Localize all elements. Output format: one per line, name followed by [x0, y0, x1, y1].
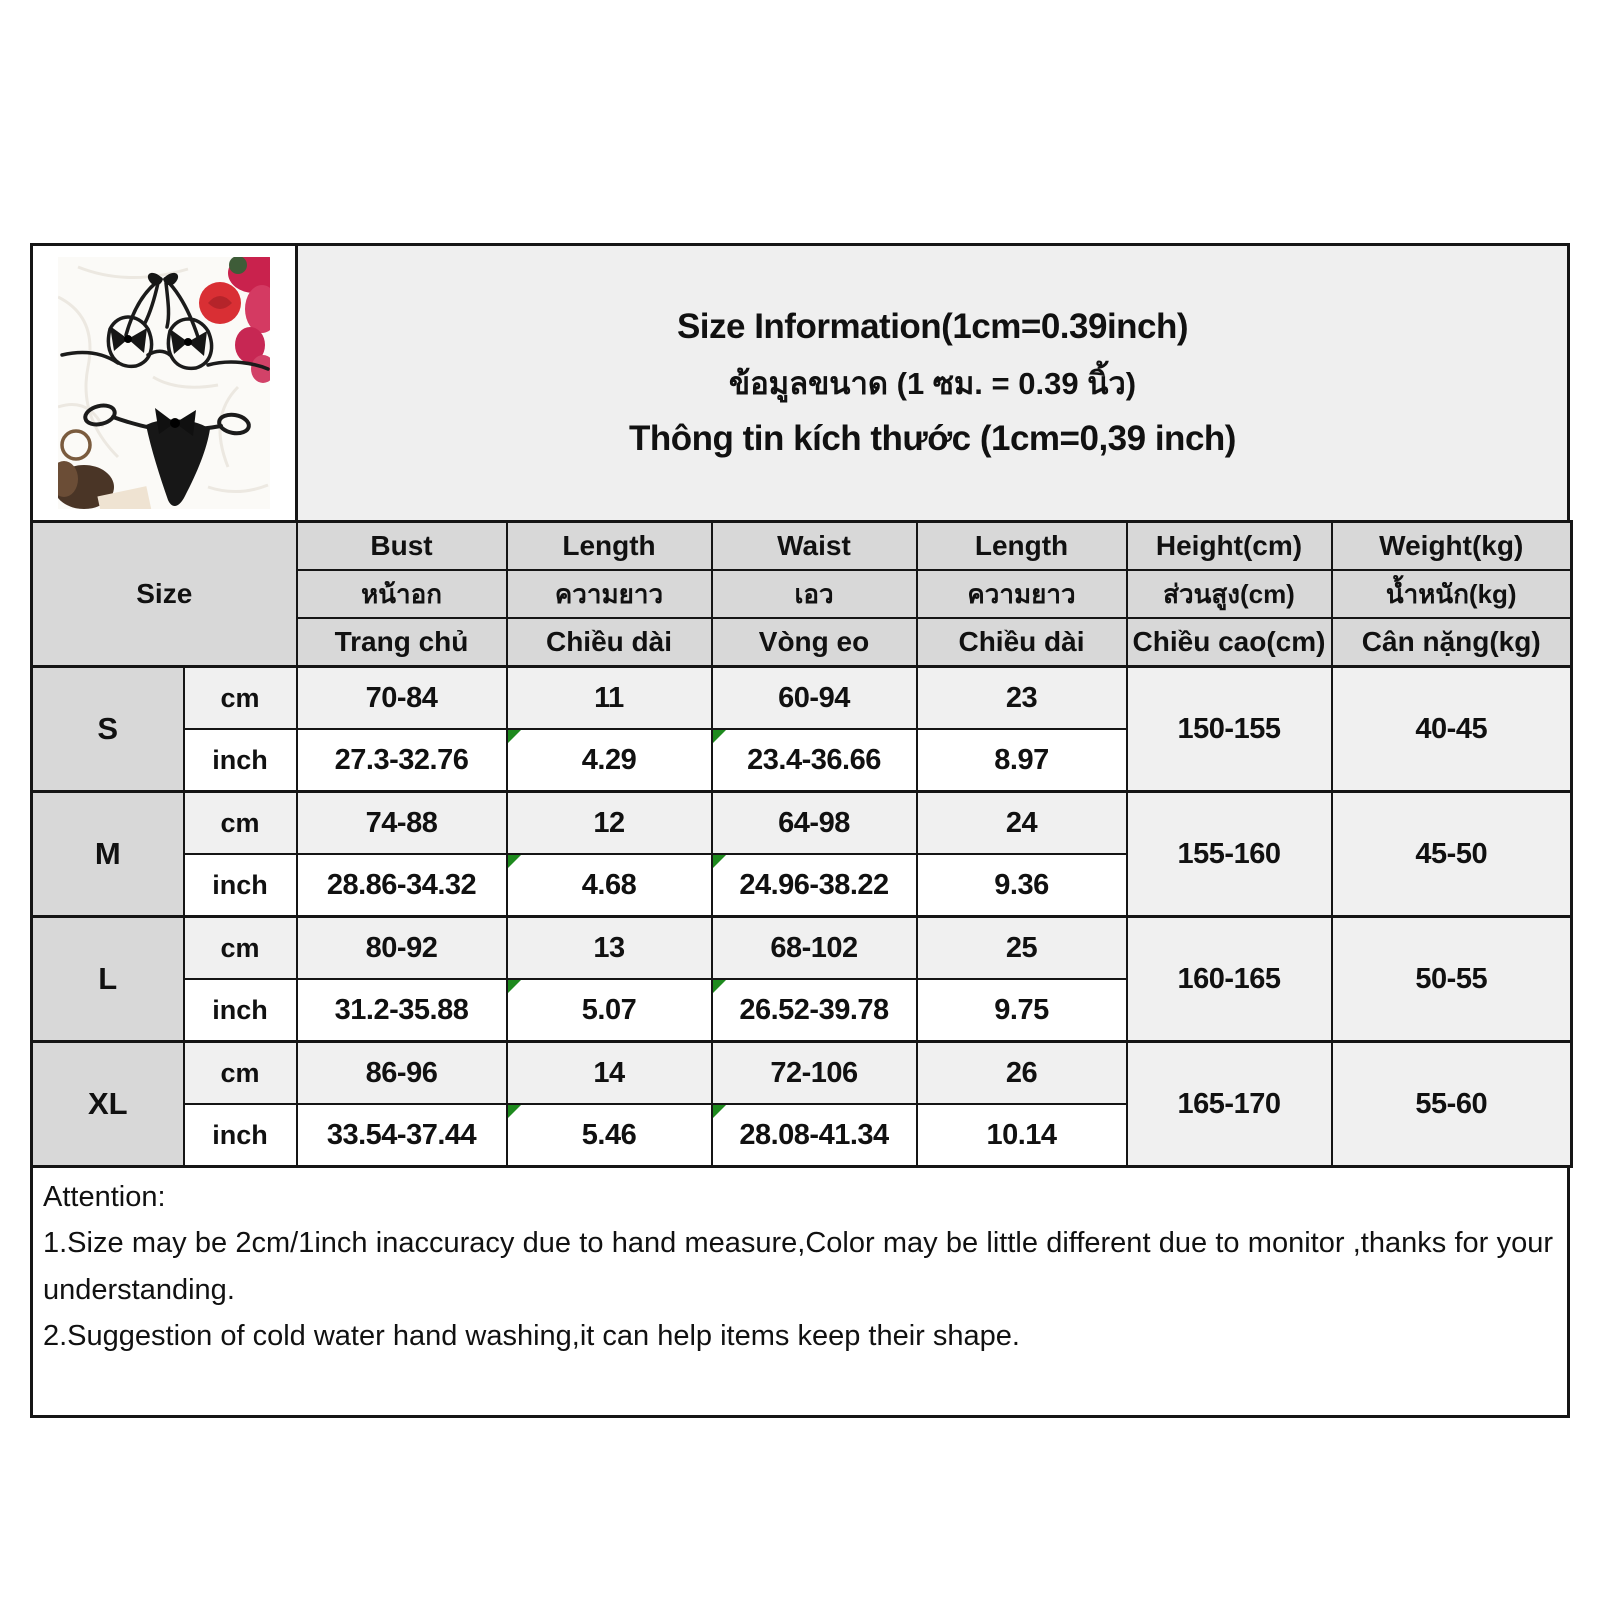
col-header-length-th: ความยาว [507, 570, 712, 618]
product-photo-cell [33, 246, 298, 520]
l-cm-bust-value: 80-92 [297, 917, 507, 980]
unit-label-inch: inch [184, 1104, 297, 1167]
s-height-value: 150-155 [1127, 667, 1332, 792]
xl-cm-bust-value: 86-96 [297, 1042, 507, 1105]
m-inch-length2-value: 9.36 [917, 854, 1127, 917]
s-cm-bust-value: 70-84 [297, 667, 507, 730]
header-row-english [32, 522, 1572, 571]
xl-inch-length-value: 5.46 [507, 1104, 712, 1167]
s-inch-length2-value: 8.97 [917, 729, 1127, 792]
xl-inch-bust-value: 33.54-37.44 [297, 1104, 507, 1167]
col-header-length2-th: ความยาว [917, 570, 1127, 618]
unit-label-cm: cm [184, 667, 297, 730]
attention-note-1: 1.Size may be 2cm/1inch inaccuracy due to hand measure,Color may be little different due to monitor ,thanks for your understanding. [43, 1227, 1553, 1306]
size-info-title-th: ข้อมูลขนาด (1 ซม. = 0.39 นิ้ว) [728, 366, 1137, 401]
row-xl-cm [32, 1042, 1572, 1105]
unit-label-inch: inch [184, 729, 297, 792]
l-inch-bust-value: 31.2-35.88 [297, 979, 507, 1042]
col-header-bust-en: Bust [297, 522, 507, 571]
xl-cm-length-value: 14 [507, 1042, 712, 1105]
header-panel [30, 243, 1570, 520]
col-header-length2-vi: Chiều dài [917, 618, 1127, 667]
col-header-weight-en: Weight(kg) [1332, 522, 1572, 571]
attention-note-2: 2.Suggestion of cold water hand washing,it can help items keep their shape. [43, 1320, 1020, 1353]
size-label-xl: XL [32, 1042, 184, 1167]
size-info-title-vi: Thông tin kích thước (1cm=0,39 inch) [629, 419, 1236, 458]
l-cm-length2-value: 25 [917, 917, 1127, 980]
m-cm-length-value: 12 [507, 792, 712, 855]
l-height-value: 160-165 [1127, 917, 1332, 1042]
l-cm-length-value: 13 [507, 917, 712, 980]
row-l-cm [32, 917, 1572, 980]
l-weight-value: 50-55 [1332, 917, 1572, 1042]
xl-inch-waist-value: 28.08-41.34 [712, 1104, 917, 1167]
xl-height-value: 165-170 [1127, 1042, 1332, 1167]
col-header-waist-vi: Vòng eo [712, 618, 917, 667]
col-header-length2-en: Length [917, 522, 1127, 571]
l-inch-length-value: 5.07 [507, 979, 712, 1042]
s-inch-bust-value: 27.3-32.76 [297, 729, 507, 792]
col-header-height-th: ส่วนสูง(cm) [1127, 570, 1332, 618]
size-info-title-en: Size Information(1cm=0.39inch) [676, 307, 1189, 346]
size-corner-header: Size [32, 522, 297, 667]
s-cm-waist-value: 60-94 [712, 667, 917, 730]
col-header-length-vi: Chiều dài [507, 618, 712, 667]
size-table [30, 520, 1573, 1168]
col-header-weight-th: น้ำหนัก(kg) [1332, 570, 1572, 618]
size-label-l: L [32, 917, 184, 1042]
attention-title: Attention: [43, 1181, 166, 1213]
unit-label-inch: inch [184, 854, 297, 917]
unit-label-cm: cm [184, 792, 297, 855]
product-photo-image [58, 257, 270, 509]
unit-label-inch: inch [184, 979, 297, 1042]
col-header-waist-en: Waist [712, 522, 917, 571]
size-chart-sheet [30, 243, 1570, 1418]
xl-cm-length2-value: 26 [917, 1042, 1127, 1105]
m-height-value: 155-160 [1127, 792, 1332, 917]
col-header-weight-vi: Cân nặng(kg) [1332, 618, 1572, 667]
xl-inch-length2-value: 10.14 [917, 1104, 1127, 1167]
m-cm-bust-value: 74-88 [297, 792, 507, 855]
l-inch-length2-value: 9.75 [917, 979, 1127, 1042]
s-inch-length-value: 4.29 [507, 729, 712, 792]
m-weight-value: 45-50 [1332, 792, 1572, 917]
col-header-waist-th: เอว [712, 570, 917, 618]
unit-label-cm: cm [184, 1042, 297, 1105]
s-cm-length2-value: 23 [917, 667, 1127, 730]
col-header-length-en: Length [507, 522, 712, 571]
s-weight-value: 40-45 [1332, 667, 1572, 792]
unit-label-cm: cm [184, 917, 297, 980]
s-inch-waist-value: 23.4-36.66 [712, 729, 917, 792]
l-cm-waist-value: 68-102 [712, 917, 917, 980]
m-cm-waist-value: 64-98 [712, 792, 917, 855]
m-inch-length-value: 4.68 [507, 854, 712, 917]
s-cm-length-value: 11 [507, 667, 712, 730]
m-cm-length2-value: 24 [917, 792, 1127, 855]
col-header-height-vi: Chiều cao(cm) [1127, 618, 1332, 667]
m-inch-waist-value: 24.96-38.22 [712, 854, 917, 917]
m-inch-bust-value: 28.86-34.32 [297, 854, 507, 917]
col-header-bust-th: หน้าอก [297, 570, 507, 618]
size-label-s: S [32, 667, 184, 792]
col-header-height-en: Height(cm) [1127, 522, 1332, 571]
attention-box [30, 1168, 1570, 1418]
xl-weight-value: 55-60 [1332, 1042, 1572, 1167]
col-header-bust-vi: Trang chủ [297, 618, 507, 667]
l-inch-waist-value: 26.52-39.78 [712, 979, 917, 1042]
xl-cm-waist-value: 72-106 [712, 1042, 917, 1105]
size-label-m: M [32, 792, 184, 917]
row-m-cm [32, 792, 1572, 855]
size-info-title-block [298, 246, 1567, 520]
row-s-cm [32, 667, 1572, 730]
